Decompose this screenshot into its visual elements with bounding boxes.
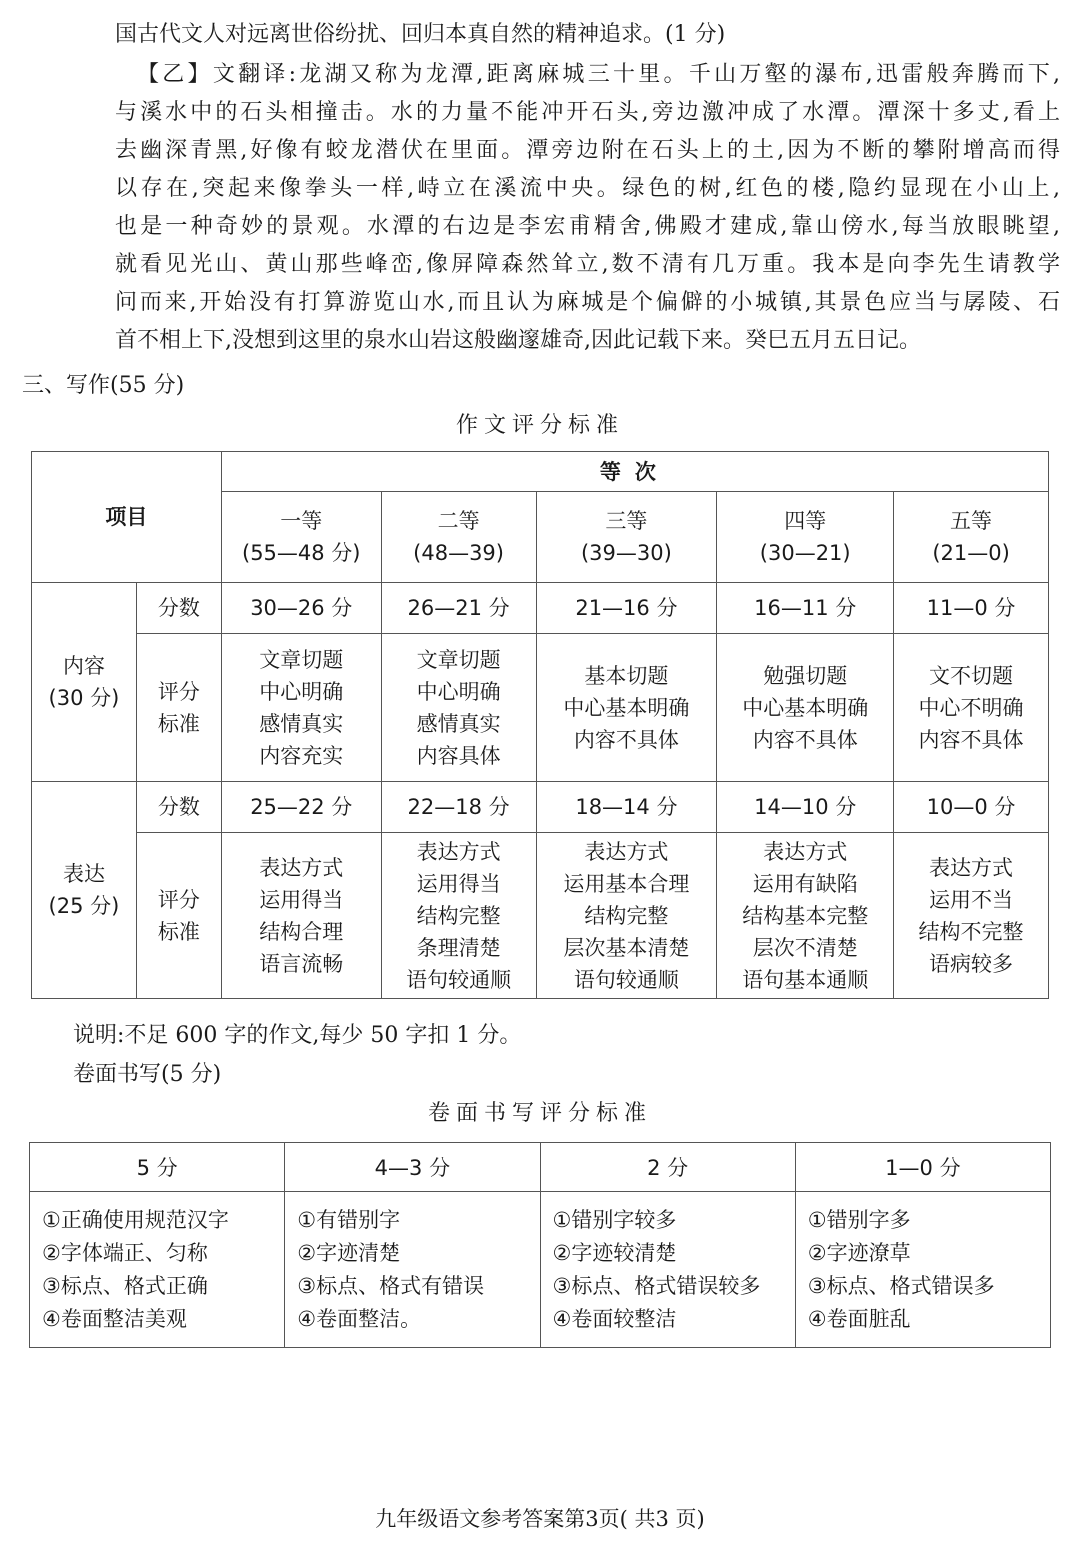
translation-line: 就看见光山、黄山那些峰峦,像屏障森然耸立,数不清有几万重。我本是向李先生请教学	[115, 252, 1060, 277]
length-note: 说明:不足 600 字的作文,每少 50 字扣 1 分。	[73, 1023, 522, 1048]
section-heading: 三、写作(55 分)	[22, 373, 185, 398]
translation-line: 首不相上下,没想到这里的泉水山岩这般幽邃雄奇,因此记载下来。癸巳五月五日记。	[115, 328, 921, 353]
criteria-cell: 表达方式 运用得当 结构合理 语言流畅	[221, 833, 381, 999]
grade-header: 二等 (48—39)	[381, 492, 536, 583]
criteria-label: 评分标准	[136, 634, 221, 782]
translation-line: 【乙】文翻译:龙湖又称为龙潭,距离麻城三十里。千山万壑的瀑布,迅雷般奔腾而下,	[137, 62, 1060, 87]
handwriting-table	[29, 1142, 1051, 1348]
translation-line: 与溪水中的石头相撞击。水的力量不能冲开石头,旁边激冲成了水潭。潭深十多丈,看上	[115, 100, 1060, 125]
score-cell: 26—21 分	[381, 583, 536, 634]
handwriting-table-title: 卷面书写评分标准	[427, 1101, 652, 1126]
score-label: 分数	[136, 782, 221, 833]
handwriting-header: 5 分	[30, 1143, 285, 1192]
score-cell: 25—22 分	[221, 782, 381, 833]
criteria-cell: 表达方式 运用得当 结构完整 条理清楚 语句较通顺	[381, 833, 536, 999]
criteria-cell: 表达方式 运用有缺陷 结构基本完整 层次不清楚 语句基本通顺	[717, 833, 894, 999]
score-cell: 14—10 分	[717, 782, 894, 833]
translation-paragraph	[115, 56, 1060, 360]
criteria-cell: 表达方式 运用基本合理 结构完整 层次基本清楚 语句较通顺	[536, 833, 717, 999]
tier-header: 等次	[221, 452, 1048, 492]
score-cell: 10—0 分	[894, 782, 1049, 833]
grade-header: 三等 (39—30)	[536, 492, 717, 583]
intro-line: 国古代文人对远离世俗纷扰、回归本真自然的精神追求。(1 分)	[115, 22, 726, 47]
score-cell: 18—14 分	[536, 782, 717, 833]
grade-header: 四等 (30—21)	[717, 492, 894, 583]
grade-header: 一等 (55—48 分)	[221, 492, 381, 583]
score-cell: 22—18 分	[381, 782, 536, 833]
handwriting-criteria: ①错别字多 ②字迹潦草 ③标点、格式错误多 ④卷面脏乱	[795, 1192, 1050, 1348]
criteria-cell: 文不切题 中心不明确 内容不具体	[894, 634, 1049, 782]
item-header: 项目	[32, 452, 222, 583]
criteria-cell: 文章切题 中心明确 感情真实 内容充实	[221, 634, 381, 782]
content-category: 内容 (30 分)	[32, 583, 137, 782]
criteria-label: 评分标准	[136, 833, 221, 999]
translation-line: 也是一种奇妙的景观。水潭的右边是李宏甫精舍,佛殿才建成,靠山傍水,每当放眼眺望,	[115, 214, 1060, 239]
criteria-cell: 勉强切题 中心基本明确 内容不具体	[717, 634, 894, 782]
grading-table	[31, 451, 1049, 999]
page-footer: 九年级语文参考答案第3页( 共3 页)	[375, 1507, 705, 1531]
score-cell: 16—11 分	[717, 583, 894, 634]
translation-line: 以存在,突起来像拳头一样,峙立在溪流中央。绿色的树,红色的楼,隐约显现在小山上,	[115, 176, 1060, 201]
score-label: 分数	[136, 583, 221, 634]
translation-line: 去幽深青黑,好像有蛟龙潜伏在里面。潭旁边附在石头上的土,因为不断的攀附增高而得	[115, 138, 1060, 163]
score-cell: 11—0 分	[894, 583, 1049, 634]
criteria-cell: 表达方式 运用不当 结构不完整 语病较多	[894, 833, 1049, 999]
grade-header: 五等 (21—0)	[894, 492, 1049, 583]
handwriting-header: 4—3 分	[285, 1143, 540, 1192]
expression-category: 表达 (25 分)	[32, 782, 137, 999]
translation-line: 问而来,开始没有打算游览山水,而且认为麻城是个偏僻的小城镇,其景色应当与孱陵、石	[115, 290, 1060, 315]
handwriting-criteria: ①错别字较多 ②字迹较清楚 ③标点、格式错误较多 ④卷面较整洁	[540, 1192, 795, 1348]
handwriting-header: 1—0 分	[795, 1143, 1050, 1192]
score-cell: 30—26 分	[221, 583, 381, 634]
handwriting-criteria: ①正确使用规范汉字 ②字体端正、匀称 ③标点、格式正确 ④卷面整洁美观	[30, 1192, 285, 1348]
criteria-cell: 基本切题 中心基本明确 内容不具体	[536, 634, 717, 782]
grading-table-title: 作文评分标准	[455, 413, 624, 438]
criteria-cell: 文章切题 中心明确 感情真实 内容具体	[381, 634, 536, 782]
handwriting-heading: 卷面书写(5 分)	[73, 1062, 222, 1087]
score-cell: 21—16 分	[536, 583, 717, 634]
handwriting-header: 2 分	[540, 1143, 795, 1192]
handwriting-criteria: ①有错别字 ②字迹清楚 ③标点、格式有错误 ④卷面整洁。	[285, 1192, 540, 1348]
